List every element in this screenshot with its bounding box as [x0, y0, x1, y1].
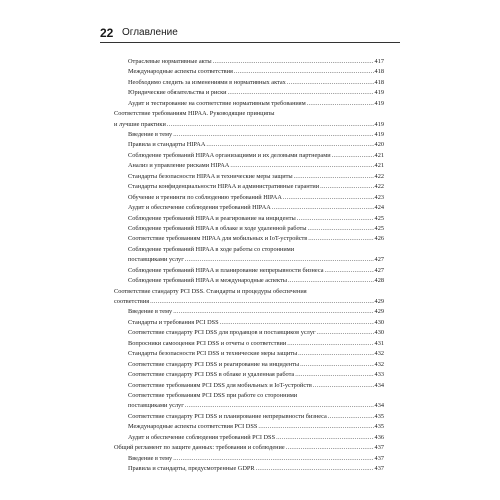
toc-entry-page: 437 — [374, 465, 384, 473]
toc-entry-title: Юридические обязательства и риски — [128, 89, 227, 97]
toc-entry-line — [128, 339, 384, 349]
leader-dots — [286, 443, 374, 453]
toc-entry-title: и лучшие практики — [114, 120, 166, 128]
toc-entry-page: 430 — [374, 329, 384, 337]
toc-subsection-entry — [114, 161, 384, 171]
leader-dots — [234, 67, 374, 77]
toc-entry-title: Обучение и тренинги по соблюдению требований HIPAA — [128, 193, 282, 201]
toc-entry-page: 429 — [374, 308, 384, 316]
toc-entry-page: 419 — [374, 99, 384, 107]
leader-dots — [288, 276, 374, 286]
toc-entry-title: Введение в тему — [128, 308, 173, 316]
toc-entry-title: соответствия — [114, 298, 150, 306]
toc-entry-page: 435 — [374, 423, 384, 431]
toc-entry-title: поставщиками услуг — [128, 402, 184, 410]
toc-entry-title: Стандарты безопасности PCI DSS и технические меры защиты — [128, 350, 298, 358]
toc-entry-title: Соблюдение требований HIPAA и международные аспекты — [128, 277, 288, 285]
toc-entry-title: Соответствие требованиям PCI DSS для мобильных и IoT-устройств — [128, 381, 312, 389]
toc-entry-line — [128, 318, 384, 328]
toc-entry-line — [128, 401, 384, 411]
leader-dots — [150, 297, 373, 307]
toc-section-entry — [114, 287, 384, 308]
toc-entry-page: 421 — [374, 162, 384, 170]
toc-entry-page: 423 — [374, 193, 384, 201]
toc-entry-title: Соответствие стандарту PCI DSS и планирование непрерывности бизнеса — [128, 412, 327, 420]
toc-entry-line — [128, 349, 384, 359]
toc-entry-line — [128, 255, 384, 265]
toc-entry-line — [128, 172, 384, 182]
toc-entry-title: Стандарты конфиденциальности HIPAA и административные гарантии — [128, 183, 320, 191]
toc-entry-page: 418 — [374, 78, 384, 86]
toc-entry-page: 429 — [374, 298, 384, 306]
toc-entry-line — [128, 381, 384, 391]
toc-entry-page: 437 — [374, 444, 384, 452]
toc-entry-page: 421 — [374, 151, 384, 159]
toc-entry-line — [128, 193, 384, 203]
leader-dots — [317, 328, 374, 338]
leader-dots — [230, 161, 373, 171]
toc-entry-title: Международные аспекты соответствия — [128, 68, 233, 76]
toc-subsection-entry — [114, 349, 384, 359]
toc-subsection-entry — [114, 234, 384, 244]
toc-subsection-entry — [114, 370, 384, 380]
leader-dots — [206, 140, 373, 150]
toc-entry-title: Международные аспекты соответствия PCI DSS — [128, 423, 258, 431]
toc-entry-page: 422 — [374, 183, 384, 191]
toc-entry-title: Стандарты и требования PCI DSS — [128, 318, 219, 326]
toc-entry-title: Вопросники самооценки PCI DSS и отчеты о соответствии — [128, 339, 287, 347]
toc-entry-page: 427 — [374, 256, 384, 264]
toc-entry-title: Введение в тему — [128, 454, 173, 462]
leader-dots — [173, 307, 373, 317]
toc-section-entry — [114, 109, 384, 130]
toc-subsection-entry — [114, 391, 384, 412]
toc-entry-page: 419 — [374, 89, 384, 97]
toc-entry-title: Необходимо следить за изменениями в нормативных актах — [128, 78, 286, 86]
toc-subsection-entry — [114, 454, 384, 464]
toc-entry-title: Соблюдение требований HIPAA и планирование непрерывности бизнеса — [128, 266, 324, 274]
toc-entry-title: Аудит и тестирование на соответствие нормативным требованиям — [128, 99, 306, 107]
toc-subsection-entry — [114, 328, 384, 338]
toc-subsection-entry — [114, 151, 384, 161]
toc-entry-title: Введение в тему — [128, 131, 173, 139]
toc-entry-line — [128, 224, 384, 234]
toc-subsection-entry — [114, 339, 384, 349]
toc-entry-page: 432 — [374, 350, 384, 358]
leader-dots — [308, 234, 373, 244]
toc-entry-title: Правила и стандарты HIPAA — [128, 141, 206, 149]
toc-subsection-entry — [114, 276, 384, 286]
toc-entry-line — [128, 433, 384, 443]
toc-subsection-entry — [114, 308, 384, 318]
toc-entry-line — [128, 234, 384, 244]
toc-subsection-entry — [114, 182, 384, 192]
toc-entry-line — [128, 370, 384, 380]
toc-entry-title: Соответствие стандарту PCI DSS в облаке и удаленная работа — [128, 371, 295, 379]
toc-entry-title: Аудит и обеспечение соблюдения требований PCI DSS — [128, 433, 276, 441]
toc-entry-line — [128, 464, 384, 474]
toc-entry-title-line: Соответствие требованиям PCI DSS при работе со сторонними — [128, 392, 298, 399]
toc-entry-line — [128, 78, 384, 88]
toc-entry-title: Соответствие стандарту PCI DSS для продавцов и поставщиков услуг — [128, 329, 316, 337]
toc-entry-page: 432 — [374, 360, 384, 368]
toc-entry-page: 418 — [374, 68, 384, 76]
toc-section-entry — [114, 443, 384, 453]
toc-entry-page: 426 — [374, 235, 384, 243]
leader-dots — [272, 203, 374, 213]
toc-entry-page: 430 — [374, 318, 384, 326]
toc-entry-line — [114, 443, 384, 453]
leader-dots — [308, 224, 374, 234]
toc-entry-line — [128, 266, 384, 276]
toc-entry-page: 419 — [374, 120, 384, 128]
toc-entry-title: Правила и стандарты, предусмотренные GDPR — [128, 465, 255, 473]
toc-entry-title: Аудит и обеспечение соблюдения требований HIPAA — [128, 204, 271, 212]
leader-dots — [283, 193, 374, 203]
toc-subsection-entry — [114, 141, 384, 151]
running-header — [100, 26, 400, 43]
toc-entry-title: Соблюдение требований HIPAA и реагирование на инциденты — [128, 214, 296, 222]
toc-entry-line — [128, 57, 384, 67]
toc-subsection-entry — [114, 360, 384, 370]
toc-entry-line — [128, 276, 384, 286]
leader-dots — [228, 88, 374, 98]
toc-entry-line — [128, 161, 384, 171]
toc-subsection-entry — [114, 381, 384, 391]
leader-dots — [173, 130, 373, 140]
toc-subsection-entry — [114, 318, 384, 328]
toc-entry-line — [128, 182, 384, 192]
toc-entry-title-line: Соответствие стандарту PCI DSS. Стандарты и процедуры обеспечения — [114, 287, 307, 295]
toc-entry-page: 417 — [374, 57, 384, 65]
leader-dots — [294, 172, 374, 182]
toc-entry-title: Соблюдение требований HIPAA организациями и их деловыми партнерами — [128, 151, 331, 159]
toc-entry-title: Соответствие требованиям HIPAA для мобильных и IoT-устройств — [128, 235, 308, 243]
leader-dots — [300, 360, 373, 370]
toc-subsection-entry — [114, 99, 384, 109]
leader-dots — [328, 412, 374, 422]
toc-entry-page: 428 — [374, 277, 384, 285]
table-of-contents — [114, 57, 384, 475]
toc-entry-line — [114, 297, 384, 307]
toc-entry-title: Соответствие стандарту PCI DSS и реагирование на инциденты — [128, 360, 300, 368]
leader-dots — [332, 151, 374, 161]
page-number: 22 — [100, 26, 114, 40]
leader-dots — [276, 433, 373, 443]
toc-entry-line — [128, 130, 384, 140]
toc-subsection-entry — [114, 266, 384, 276]
toc-entry-title-line: Соблюдение требований HIPAA в ходе работы со сторонними — [128, 245, 295, 253]
toc-subsection-entry — [114, 412, 384, 422]
toc-entry-title: Общий регламент по защите данных: требования и соблюдение — [114, 444, 285, 452]
toc-entry-page: 424 — [374, 204, 384, 212]
toc-subsection-entry — [114, 214, 384, 224]
toc-entry-line — [128, 214, 384, 224]
toc-subsection-entry — [114, 224, 384, 234]
toc-entry-page: 437 — [374, 454, 384, 462]
toc-entry-page: 436 — [374, 433, 384, 441]
toc-subsection-entry — [114, 203, 384, 213]
toc-subsection-entry — [114, 88, 384, 98]
toc-entry-line — [128, 99, 384, 109]
toc-subsection-entry — [114, 57, 384, 67]
toc-subsection-entry — [114, 172, 384, 182]
toc-entry-title: Отраслевые нормативные акты — [128, 57, 212, 65]
toc-subsection-entry — [114, 433, 384, 443]
toc-subsection-entry — [114, 464, 384, 474]
toc-subsection-entry — [114, 67, 384, 77]
leader-dots — [220, 318, 374, 328]
toc-entry-line — [128, 67, 384, 77]
leader-dots — [313, 381, 374, 391]
toc-subsection-entry — [114, 130, 384, 140]
toc-entry-line — [128, 422, 384, 432]
leader-dots — [325, 266, 374, 276]
toc-subsection-entry — [114, 78, 384, 88]
leader-dots — [297, 214, 374, 224]
toc-entry-page: 434 — [374, 381, 384, 389]
header-title: Оглавление — [122, 27, 178, 38]
toc-entry-line — [128, 454, 384, 464]
toc-entry-page: 419 — [374, 131, 384, 139]
toc-entry-line — [128, 88, 384, 98]
toc-entry-title: Анализ и управление рисками HIPAA — [128, 162, 230, 170]
toc-subsection-entry — [114, 193, 384, 203]
toc-entry-page: 422 — [374, 172, 384, 180]
toc-entry-line — [114, 120, 384, 130]
toc-entry-line — [128, 203, 384, 213]
toc-entry-line — [128, 308, 384, 318]
leader-dots — [167, 120, 374, 130]
toc-entry-title: Стандарты безопасности HIPAA и технические меры защиты — [128, 172, 293, 180]
toc-entry-page: 433 — [374, 371, 384, 379]
toc-entry-page: 420 — [374, 141, 384, 149]
toc-entry-line — [128, 141, 384, 151]
leader-dots — [307, 99, 374, 109]
leader-dots — [287, 78, 374, 88]
toc-entry-line — [128, 328, 384, 338]
leader-dots — [185, 401, 374, 411]
leader-dots — [295, 370, 373, 380]
leader-dots — [298, 349, 373, 359]
leader-dots — [213, 57, 374, 67]
toc-subsection-entry — [114, 422, 384, 432]
toc-entry-page: 427 — [374, 266, 384, 274]
toc-entry-page: 434 — [374, 402, 384, 410]
toc-entry-page: 431 — [374, 339, 384, 347]
toc-entry-page: 425 — [374, 224, 384, 232]
leader-dots — [320, 182, 373, 192]
leader-dots — [185, 255, 374, 265]
toc-entry-line — [128, 151, 384, 161]
toc-entry-title-line: Соответствие требованиям HIPAA. Руководящие принципы — [114, 110, 275, 118]
toc-entry-title: Соблюдение требований HIPAA в облаке и ходе удаленной работы — [128, 224, 307, 232]
toc-entry-line — [128, 412, 384, 422]
toc-entry-title: поставщиками услуг — [128, 256, 184, 264]
leader-dots — [258, 422, 373, 432]
toc-entry-page: 425 — [374, 214, 384, 222]
toc-subsection-entry — [114, 245, 384, 266]
toc-entry-page: 435 — [374, 412, 384, 420]
toc-entry-line — [128, 360, 384, 370]
leader-dots — [173, 454, 373, 464]
leader-dots — [287, 339, 373, 349]
leader-dots — [256, 464, 374, 474]
